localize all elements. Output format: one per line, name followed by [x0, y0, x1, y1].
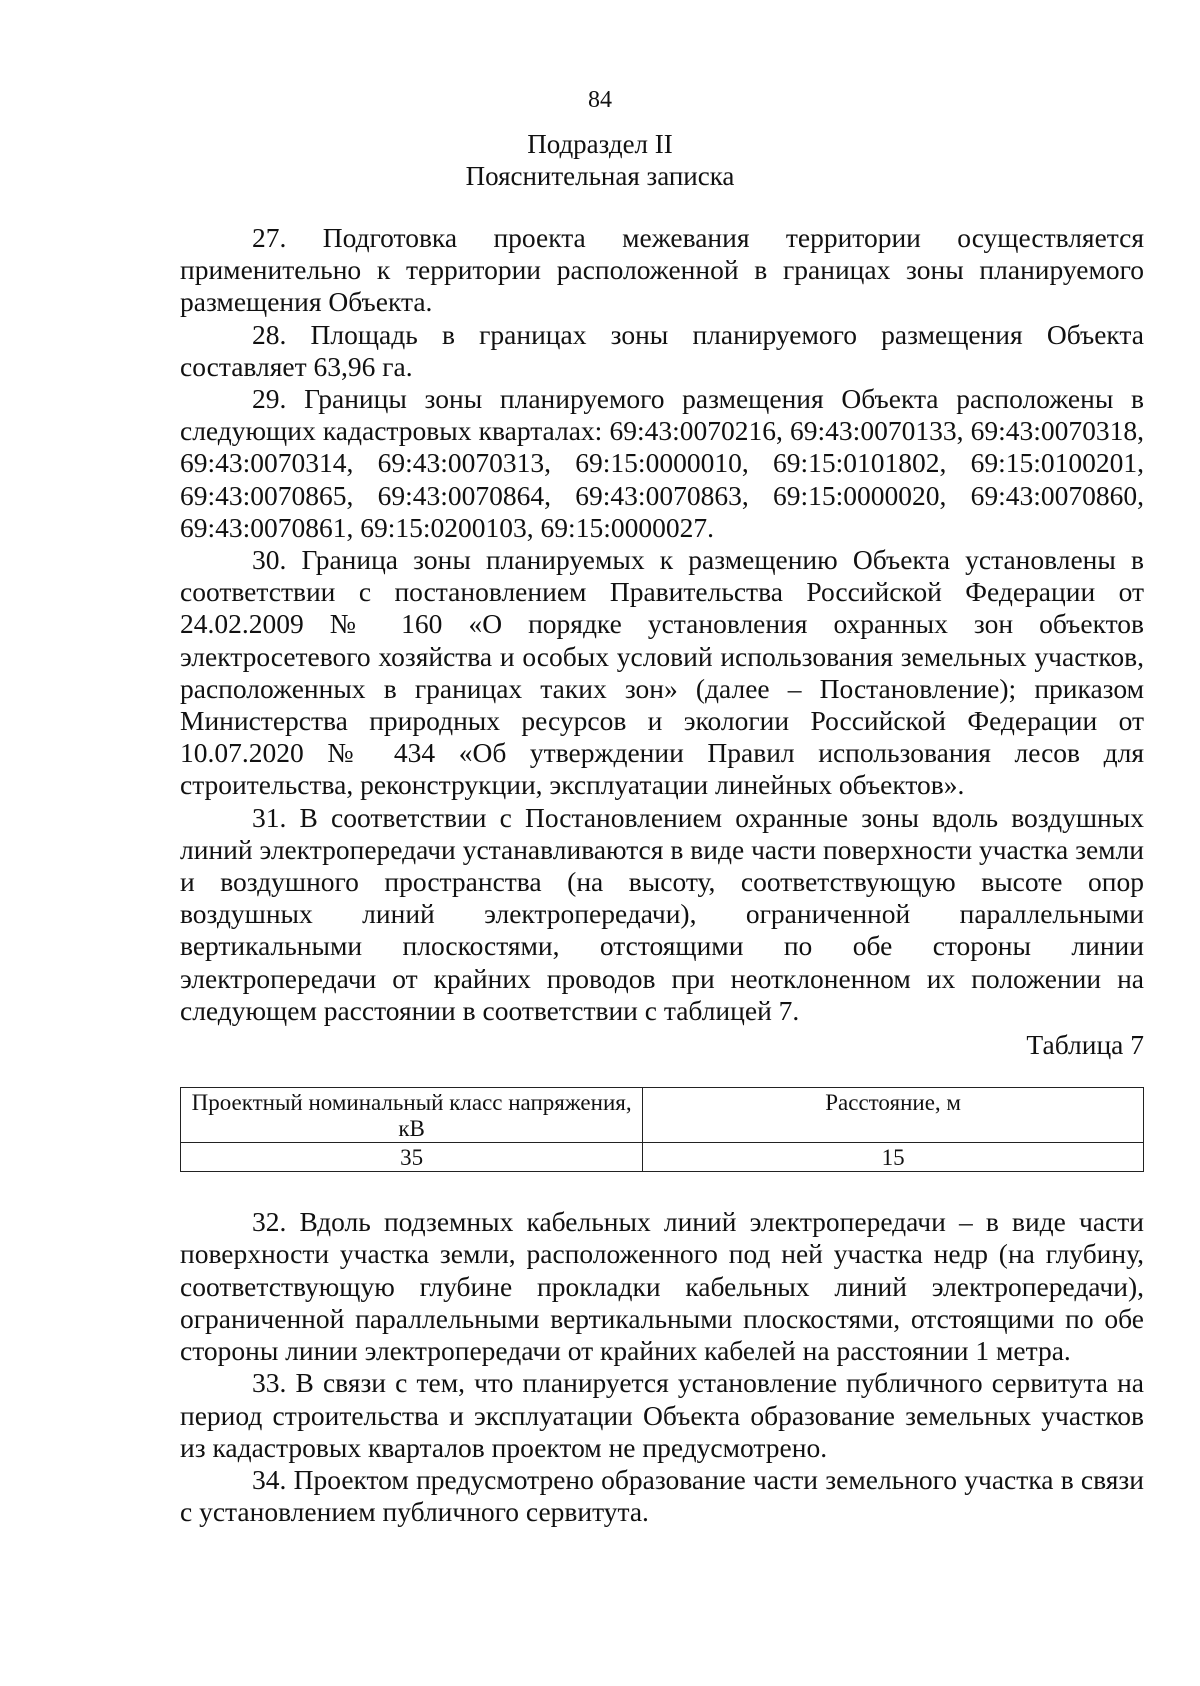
body-text	[180, 222, 1144, 1528]
voltage-distance-table	[180, 1087, 1144, 1172]
section-title: Пояснительная записка	[465, 161, 735, 191]
paragraph-29: 29. Границы зоны планируемого размещения Объекта расположены в следующих кадастровых кварталах: 69:43:0070216, 69:43:0070133, 69:43:0070318, 69:43:0070314, 69:43:0070313, 69:15:0000010, 69:15:0101802, 69:15:0100201, 69:43:0070865, 69:43:0070864, 69:43:0070863, 69:15:0000020, 69:43:0070860, 69:43:0070861, 69:15:0200103, 69:15:0000027.	[180, 383, 1144, 543]
paragraph-32: 32. Вдоль подземных кабельных линий электропередачи – в виде части поверхности участка земли, расположенного под ней участка недр (на глубину, соответствующую глубине прокладки кабельных линий электропередачи), ограниченной параллельными вертикальными плоскостями, отстоящими по обе стороны линии электропередачи от крайних кабелей на расстоянии 1 метра.	[180, 1206, 1144, 1367]
paragraph-27: 27. Подготовка проекта межевания территории осуществляется применительно к территории расположенной в границах зоны планируемого размещения Объекта.	[180, 222, 1144, 318]
table-caption: Таблица 7	[1026, 1029, 1144, 1061]
table-row	[181, 1143, 1144, 1172]
page-number: 84	[588, 87, 612, 113]
table-cell-voltage: 35	[181, 1143, 643, 1172]
paragraph-30: 30. Граница зоны планируемых к размещению Объекта установлены в соответствии с постановлением Правительства Российской Федерации от 24.02.2009 № 160 «О порядке установления охранных зон объектов электросетевого хозяйства и особых условий использования земельных участков, расположенных в границах таких зон» (далее – Постановление); приказом Министерства природных ресурсов и экологии Российской Федерации от 10.07.2020 № 434 «Об утверждении Правил использования лесов для строительства, реконструкции, эксплуатации линейных объектов».	[180, 544, 1144, 801]
table-header-distance: Расстояние, м	[643, 1088, 1144, 1143]
paragraph-33: 33. В связи с тем, что планируется установление публичного сервитута на период строительства и эксплуатации Объекта образование земельных участков из кадастровых кварталов проектом не предусмотрено.	[180, 1367, 1144, 1463]
paragraph-31: 31. В соответствии с Постановлением охранные зоны вдоль воздушных линий электропередачи устанавливаются в виде части поверхности участка земли и воздушного пространства (на высоту, соответствующую высоте опор воздушных линий электропередачи), ограниченной параллельными вертикальными плоскостями, отстоящими по обе стороны линии электропередачи от крайних проводов при неотклоненном их положении на следующем расстоянии в соответствии с таблицей 7.	[180, 801, 1144, 1026]
table-cell-distance: 15	[643, 1143, 1144, 1172]
paragraph-34: 34. Проектом предусмотрено образование части земельного участка в связи с установлением публичного сервитута.	[180, 1463, 1144, 1528]
table-header-voltage: Проектный номинальный класс напряжения, кВ	[181, 1088, 643, 1143]
table-header-row	[181, 1088, 1144, 1143]
paragraph-28: 28. Площадь в границах зоны планируемого размещения Объекта составляет 63,96 га.	[180, 318, 1144, 382]
subsection-heading: Подраздел II	[527, 129, 673, 159]
